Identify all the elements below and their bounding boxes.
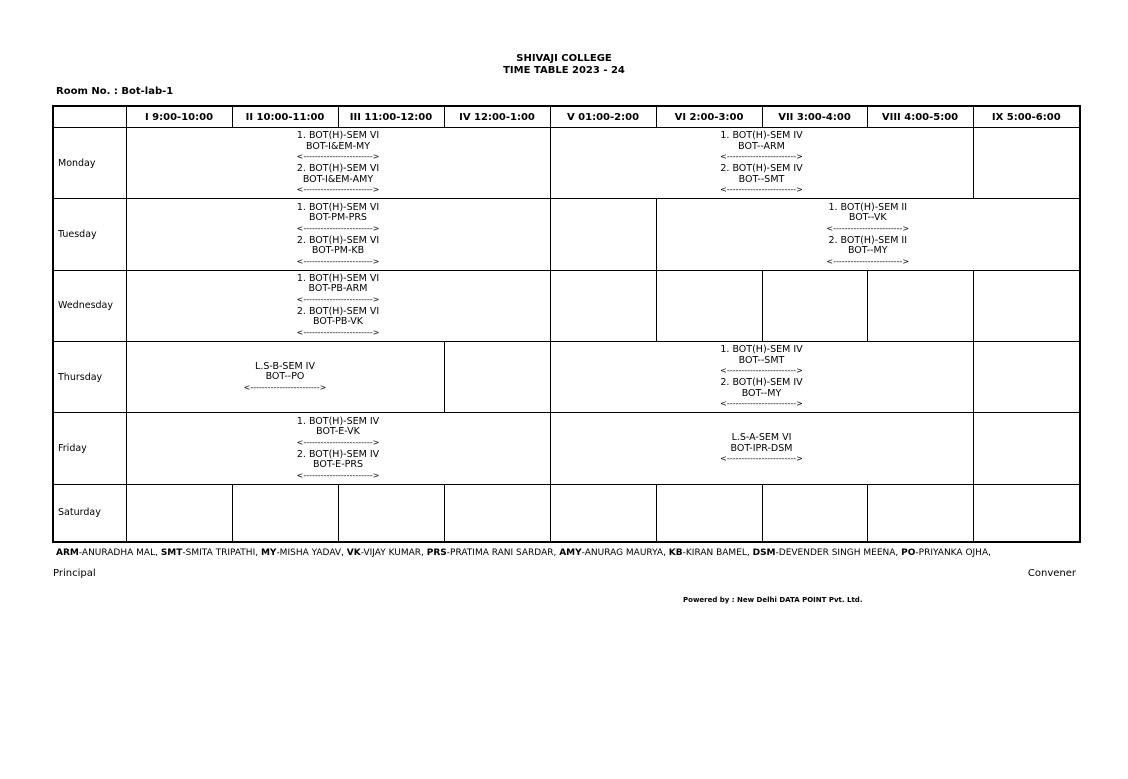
class-entry (297, 131, 380, 195)
class-line: BOT--VK (848, 212, 887, 224)
day-row-thursday (53, 342, 1080, 413)
legend-name: -ANURADHA MAL, (78, 548, 161, 558)
class-line: 2. BOT(H)-SEM VI (296, 234, 380, 246)
class-line: BOT-PB-ARM (308, 283, 368, 295)
class-line: BOT--SMT (738, 354, 785, 366)
day-label: Friday (53, 413, 126, 484)
class-line: 1. BOT(H)-SEM IV (296, 415, 380, 427)
class-line: 1. BOT(H)-SEM VI (296, 130, 380, 142)
class-line: 2. BOT(H)-SEM VI (296, 305, 380, 317)
class-line: 1. BOT(H)-SEM VI (296, 201, 380, 213)
empty-slot (550, 484, 656, 542)
class-entry (826, 203, 909, 267)
class-line: 1. BOT(H)-SEM IV (720, 130, 803, 142)
span-arrow: <------------------------> (296, 152, 380, 162)
class-entry (297, 203, 380, 267)
class-line: L.S-A-SEM VI (731, 432, 792, 443)
legend-code: AMY (559, 548, 582, 558)
legend-code: SMT (160, 548, 183, 558)
legend-code: MY (260, 548, 277, 558)
day-row-friday (53, 413, 1080, 484)
legend-code: PO (901, 548, 916, 558)
class-line: 2. BOT(H)-SEM VI (296, 163, 380, 175)
empty-slot (444, 484, 550, 542)
class-line: 1. BOT(H)-SEM VI (296, 272, 380, 284)
legend-name: -SMITA TRIPATHI, (182, 548, 261, 558)
day-label: Monday (53, 128, 126, 199)
legend-code: ARM (56, 548, 79, 558)
slot-cell (550, 413, 973, 484)
period-header: II 10:00-11:00 (232, 106, 338, 128)
period-header: VIII 4:00-5:00 (867, 106, 973, 128)
span-arrow: <------------------------> (296, 256, 380, 266)
class-entry (297, 274, 380, 338)
period-header-row (53, 106, 1080, 128)
period-header: III 11:00-12:00 (338, 106, 444, 128)
legend-name: -VIJAY KUMAR, (360, 548, 427, 558)
legend-code: KB (668, 548, 683, 558)
empty-slot (550, 270, 656, 341)
period-header: I 9:00-10:00 (126, 106, 232, 128)
empty-slot (973, 270, 1080, 341)
class-line: 2. BOT(H)-SEM IV (720, 163, 803, 175)
class-line: BOT--MY (741, 387, 782, 399)
class-line: BOT--ARM (738, 140, 785, 152)
class-line: BOT-PM-PRS (309, 212, 367, 224)
class-line: BOT--MY (847, 245, 888, 257)
legend-name: -PRIYANKA OJHA, (915, 548, 991, 558)
slot-cell (126, 128, 550, 199)
empty-slot (656, 484, 762, 542)
period-header: IX 5:00-6:00 (973, 106, 1080, 128)
empty-slot (867, 270, 973, 341)
empty-slot (338, 484, 444, 542)
legend-code: PRS (426, 548, 447, 558)
span-arrow: <------------------------> (296, 294, 380, 304)
college-name: SHIVAJI COLLEGE (516, 53, 612, 64)
class-line: BOT-E-PRS (313, 459, 363, 470)
day-label: Tuesday (53, 199, 126, 270)
span-arrow: <------------------------> (720, 185, 803, 195)
legend-code: DSM (752, 548, 776, 558)
powered-by: Powered by : New Delhi DATA POINT Pvt. Ltd. (683, 596, 863, 604)
class-entry (720, 345, 803, 409)
legend-code: VK (346, 548, 361, 558)
span-arrow: <------------------------> (296, 470, 380, 480)
empty-slot (126, 484, 232, 542)
day-label: Thursday (53, 342, 126, 413)
corner-cell (53, 106, 126, 128)
day-label: Wednesday (53, 270, 126, 341)
class-line: BOT-I&EM-AMY (302, 173, 374, 185)
day-row-wednesday (53, 270, 1080, 341)
empty-slot (444, 342, 550, 413)
class-line: 2. BOT(H)-SEM IV (720, 377, 803, 389)
slot-cell (550, 342, 973, 413)
empty-slot (656, 270, 762, 341)
legend-name: -KIRAN BAMEL, (682, 548, 753, 558)
class-line: 1. BOT(H)-SEM IV (720, 344, 803, 356)
span-arrow: <------------------------> (826, 223, 910, 233)
class-line: BOT--SMT (738, 173, 785, 185)
slot-cell (550, 128, 973, 199)
class-line: 2. BOT(H)-SEM IV (296, 448, 380, 460)
class-entry (720, 131, 803, 195)
day-row-saturday (53, 484, 1080, 542)
empty-slot (973, 342, 1080, 413)
period-header: VI 2:00-3:00 (656, 106, 762, 128)
class-line: BOT-I&EM-MY (305, 140, 371, 152)
class-line: 1. BOT(H)-SEM II (828, 201, 908, 213)
timetable-grid (52, 105, 1081, 543)
room-number: Room No. : Bot-lab-1 (56, 86, 174, 97)
class-line: L.S-B-SEM IV (255, 360, 315, 372)
legend-name: -MISHA YADAV, (276, 548, 347, 558)
empty-slot (973, 484, 1080, 542)
empty-slot (762, 484, 867, 542)
span-arrow: <------------------------> (296, 223, 380, 233)
class-line: BOT-PB-VK (312, 316, 364, 328)
slot-cell (126, 270, 550, 341)
slot-cell (126, 413, 550, 484)
day-row-tuesday (53, 199, 1080, 270)
legend-name: -PRATIMA RANI SARDAR, (446, 548, 560, 558)
convener-label: Convener (1027, 568, 1076, 579)
class-entry (297, 417, 380, 481)
class-line: BOT--PO (265, 371, 305, 383)
class-line: BOT-PM-KB (311, 245, 365, 257)
slot-cell (656, 199, 1080, 270)
span-arrow: <------------------------> (296, 437, 380, 447)
class-line: BOT-IPR-DSM (730, 442, 793, 454)
class-line: BOT-E-VK (316, 426, 360, 437)
empty-slot (232, 484, 338, 542)
principal-label: Principal (53, 568, 96, 579)
empty-slot (550, 199, 656, 270)
legend-name: -DEVENDER SINGH MEENA, (775, 548, 902, 558)
legend-name: -ANURAG MAURYA, (581, 548, 669, 558)
class-entry (720, 433, 803, 464)
period-header: VII 3:00-4:00 (762, 106, 867, 128)
span-arrow: <------------------------> (720, 366, 803, 376)
timetable-title: TIME TABLE 2023 - 24 (503, 65, 625, 76)
span-arrow: <------------------------> (296, 327, 380, 337)
empty-slot (973, 128, 1080, 199)
empty-slot (762, 270, 867, 341)
empty-slot (867, 484, 973, 542)
span-arrow: <------------------------> (296, 185, 380, 195)
span-arrow: <------------------------> (720, 454, 803, 463)
span-arrow: <------------------------> (243, 382, 327, 392)
slot-cell (126, 342, 444, 413)
slot-cell (126, 199, 550, 270)
span-arrow: <------------------------> (720, 152, 803, 162)
day-row-monday (53, 128, 1080, 199)
empty-slot (973, 413, 1080, 484)
period-header: IV 12:00-1:00 (444, 106, 550, 128)
span-arrow: <------------------------> (826, 256, 910, 266)
class-entry (244, 362, 327, 393)
period-header: V 01:00-2:00 (550, 106, 656, 128)
day-label: Saturday (53, 484, 126, 542)
class-line: 2. BOT(H)-SEM II (828, 234, 908, 246)
faculty-legend (56, 548, 991, 558)
span-arrow: <------------------------> (720, 399, 803, 409)
